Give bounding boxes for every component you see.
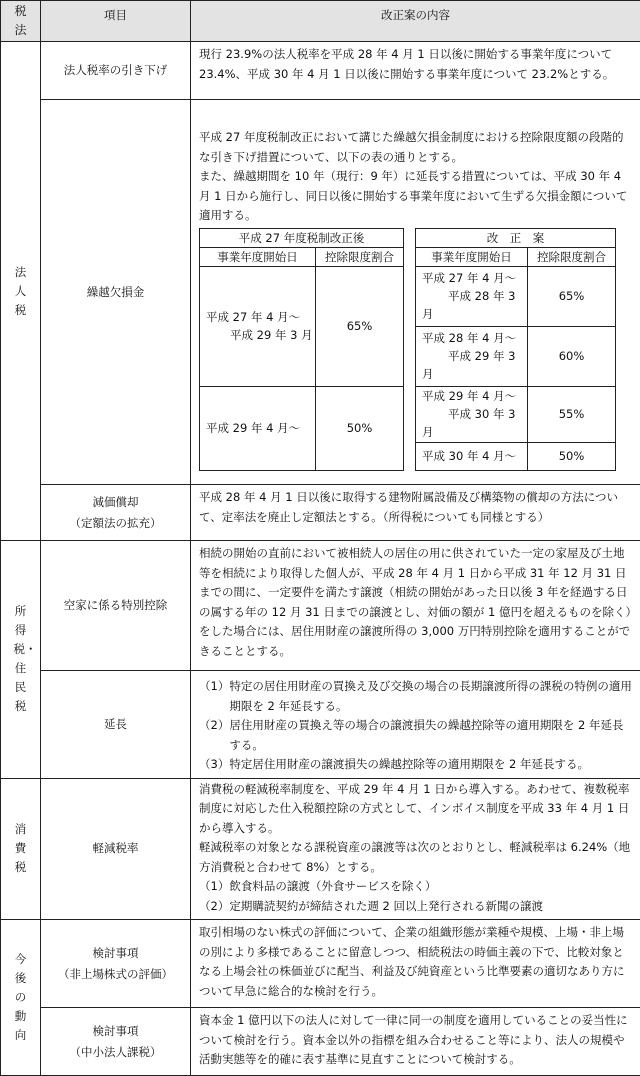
row-reduced-tax-rate (1, 778, 640, 920)
subtable-left-title: 平成 27 年度税制改正後 (200, 228, 404, 247)
item-reduced-tax-rate: 軽減税率 (41, 778, 191, 920)
right-rate-cell: 60% (528, 326, 616, 386)
list-item: （3） 特定居住用財産の譲渡損失の繰越控除等の適用期限を 2 年延長する。 (199, 755, 634, 775)
item-depreciation: 減価償却 （定額法の拡充） (41, 485, 191, 541)
right-start-cell: 平成 28 年 4 月～ 平成 29 年 3 月 (416, 326, 528, 386)
right-start-cell: 平成 29 年 4 月～ 平成 30 年 3 月 (416, 386, 528, 442)
content-corporate-tax-rate: 現行 23.9%の法人税率を平成 28 年 4 月 1 日以後に開始する事業年度について 23.4%、平成 30 年 4 月 1 日以後に開始する事業年度について 23.2%とする。 (191, 42, 640, 100)
tax-label-corporate: 法人税 (1, 42, 41, 541)
right-rate-cell: 55% (528, 386, 616, 442)
row-corporate-tax-rate (1, 42, 640, 100)
tax-label-income: 所得税・住民税 (1, 541, 41, 779)
row-vacant-house-deduction (1, 541, 640, 671)
list-item: （2） 定期購読契約が締結された週 2 回以上発行される新聞の譲渡 (199, 897, 634, 917)
row-unlisted-stock-valuation (1, 920, 640, 1008)
row-extension (1, 671, 640, 779)
content-sme-taxation: 資本金 1 億円以下の法人に対して一律に同一の制度を適用していることの妥当性について検討を行う。資本金以外の指標を組み合わせること等により、法人の規模や活動実態等を的確に表す基準に見直すことについて検討する。 (191, 1008, 640, 1076)
content-depreciation: 平成 28 年 4 月 1 日以後に取得する建物附属設備及び構築物の償却の方法について、定率法を廃止し定額法とする。（所得税についても同様とする） (191, 485, 640, 541)
loss-intro-2: また、繰越期間を 10 年（現行：9 年）に延長する措置については、平成 30 年 4 月 1 日から施行し、同日以後に開始する事業年度において生ずる欠損金額について適用する。 (199, 167, 634, 226)
item-extension: 延長 (41, 671, 191, 779)
deduction-limit-table (199, 228, 616, 471)
header-row (1, 1, 640, 42)
subtable-col-rate: 控除限度割合 (528, 247, 616, 266)
left-rate-cell: 65% (316, 266, 404, 386)
item-unlisted-stock-valuation: 検討事項 （非上場株式の評価） (41, 920, 191, 1008)
list-item: （1） 飲食料品の譲渡（外食サービスを除く） (199, 877, 634, 897)
item-corporate-tax-rate: 法人税率の引き下げ (41, 42, 191, 100)
loss-intro-1: 平成 27 年度税制改正において講じた繰越欠損金制度における控除限度額の段階的な引き下げ措置について、以下の表の通りとする。 (199, 128, 634, 167)
right-start-cell: 平成 27 年 4 月～ 平成 28 年 3 月 (416, 266, 528, 326)
header-item: 項目 (41, 1, 191, 42)
item-loss-carryforward: 繰越欠損金 (41, 100, 191, 485)
tax-label-consumption: 消費税 (1, 778, 41, 920)
tax-label-future: 今後の動向 (1, 920, 41, 1076)
right-rate-cell: 65% (528, 266, 616, 326)
right-rate-cell: 50% (528, 442, 616, 470)
content-unlisted-stock-valuation: 取引相場のない株式の評価について、企業の組織形態が業種や規模、上場・非上場の別により多様であることに留意しつつ、相続税法の時価主義の下で、比較対象となる上場会社の株価並びに配当、利益及び純資産という比準要素の適切なあり方について早急に総合的な検討を行う。 (191, 920, 640, 1008)
header-content: 改正案の内容 (191, 1, 640, 42)
header-tax-law: 税法 (1, 1, 41, 42)
item-sme-taxation: 検討事項 （中小法人課税） (41, 1008, 191, 1076)
row-depreciation (1, 485, 640, 541)
right-start-cell: 平成 30 年 4 月～ (416, 442, 528, 470)
list-item: （1） 特定の居住用財産の買換え及び交換の場合の長期譲渡所得の課税の特例の適用期限を 2 年延長する。 (199, 677, 634, 716)
content-loss-carryforward (191, 100, 640, 485)
content-vacant-house-deduction: 相続の開始の直前において被相続人の居住の用に供されていた一定の家屋及び土地等を相続により取得した個人が、平成 28 年 4 月 1 日から平成 31 年 12 月 31 日までの間に、一定要件を満たす譲渡（相続の開始があった日以後 3 年を経過する日の属する年の 12 月 31 日までの譲渡とし、対価の額が 1 億円を超えるものを除く）をした場合には、居住用財産の譲渡所得の 3,000 万円特別控除を適用することができることとする。 (191, 541, 640, 671)
subtable-right-title: 改 正 案 (416, 228, 616, 247)
item-vacant-house-deduction: 空家に係る特別控除 (41, 541, 191, 671)
left-rate-cell: 50% (316, 386, 404, 470)
row-loss-carryforward (1, 100, 640, 485)
list-item: （2） 居住用財産の買換え等の場合の譲渡損失の繰越控除等の適用期限を 2 年延長する。 (199, 716, 634, 755)
content-reduced-tax-rate: 消費税の軽減税率制度を、平成 29 年 4 月 1 日から導入する。あわせて、複数税率制度に対応した仕入税額控除の方式として、インボイス制度を平成 33 年 4 月 1 日から導入する。 軽減税率の対象となる課税資産の譲渡等は次のとおりとし、軽減税率は 6.24%（地方消費税と合わせて 8%）とする。 （1） 飲食料品の譲渡（外食サービスを除く） （2） 定期購読契約が締結された週 2 回以上発行される新聞の譲渡 (191, 778, 640, 920)
subtable-col-start: 事業年度開始日 (200, 247, 316, 266)
subtable-col-rate: 控除限度割合 (316, 247, 404, 266)
left-start-cell: 平成 27 年 4 月～ 平成 29 年 3 月 (200, 266, 316, 386)
row-sme-taxation (1, 1008, 640, 1076)
subtable-col-start: 事業年度開始日 (416, 247, 528, 266)
content-extension (191, 671, 640, 779)
left-start-cell: 平成 29 年 4 月～ (200, 386, 316, 470)
